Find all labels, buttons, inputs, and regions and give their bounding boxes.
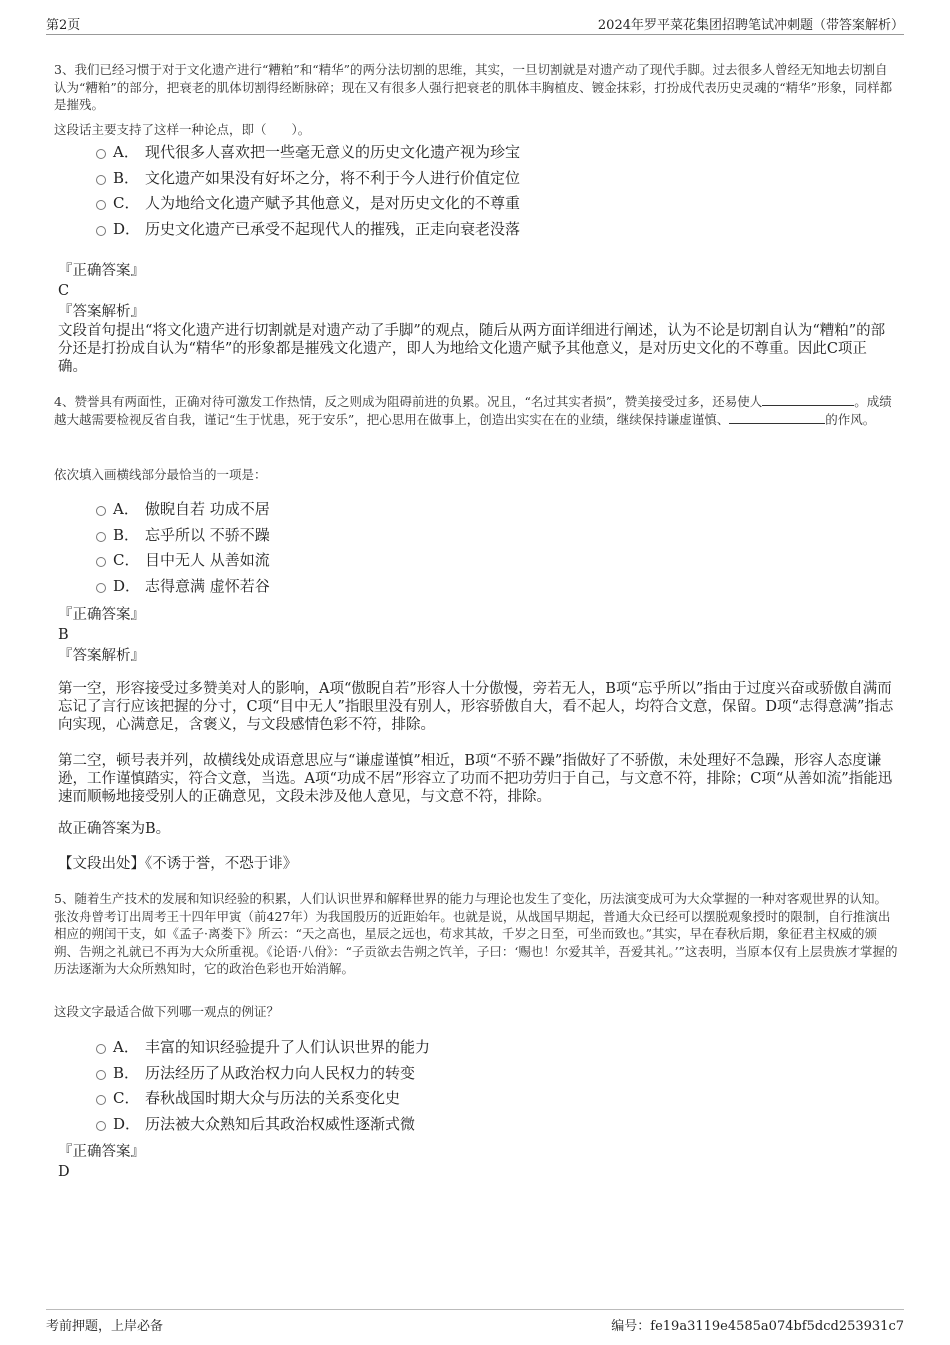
option-a[interactable]: A． 傲睨自若 功成不居 (96, 497, 270, 523)
option-a[interactable]: A． 现代很多人喜欢把一些毫无意义的历史文化遗产视为珍宝 (96, 140, 520, 166)
page-number: 第2页 (46, 18, 81, 33)
answer-label: 『正确答案』 (58, 607, 145, 623)
radio-icon[interactable] (96, 1070, 106, 1080)
answer-value: C (58, 283, 70, 299)
option-c[interactable]: C． 人为地给文化遗产赋予其他意义，是对历史文化的不尊重 (96, 191, 520, 217)
option-b[interactable]: B． 历法经历了从政治权力向人民权力的转变 (96, 1061, 430, 1087)
answer-label: 『正确答案』 (58, 263, 145, 279)
option-a[interactable]: A． 丰富的知识经验提升了人们认识世界的能力 (96, 1035, 430, 1061)
option-b[interactable]: B． 忘乎所以 不骄不躁 (96, 523, 270, 549)
page-header (46, 14, 904, 35)
source-note: 【文段出处】《不诱于誉，不恐于诽》 (58, 856, 298, 872)
answer-value: D (58, 1164, 70, 1180)
question-4-prompt: 依次填入画横线部分最恰当的一项是： (54, 467, 267, 482)
radio-icon[interactable] (96, 200, 106, 210)
option-c[interactable]: C． 目中无人 从善如流 (96, 548, 270, 574)
radio-icon[interactable] (96, 149, 106, 159)
radio-icon[interactable] (96, 1121, 106, 1131)
option-c[interactable]: C． 春秋战国时期大众与历法的关系变化史 (96, 1086, 430, 1112)
option-d[interactable]: D． 历法被大众熟知后其政治权威性逐渐式微 (96, 1112, 430, 1138)
question-4-options (96, 497, 270, 599)
radio-icon[interactable] (96, 175, 106, 185)
radio-icon[interactable] (96, 532, 106, 542)
question-3-prompt: 这段话主要支持了这样一种论点，即（ ）。 (54, 122, 311, 137)
option-d[interactable]: D． 历史文化遗产已承受不起现代人的摧残，正走向衰老没落 (96, 217, 520, 243)
analysis-conclusion: 故正确答案为B。 (58, 821, 171, 837)
footer-slogan: 考前押题，上岸必备 (46, 1319, 164, 1334)
analysis-paragraph-2: 第二空，顿号表并列，故横线处成语意思应与“谦虚谨慎”相近，B项“不骄不躁”指做好了不骄傲，未处理好不急躁，形容人态度谦逊，工作谨慎踏实，符合文意，当选。A项“功成不居”形容立了功而不把功劳归于自己，与文意不符，排除；C项“从善如流”指能迅速而顺畅地接受别人的正确意见，文段未涉及他人意见，与文意不符，排除。 (58, 753, 893, 805)
question-5-text: 5、随着生产技术的发展和知识经验的积累，人们认识世界和解释世界的能力与理论也发生了变化，历法演变成可为大众掌握的一种对客观世界的认知。张汝舟曾考订出周考王十四年甲寅（前427年）为我国殷历的近距始年。也就是说，从战国早期起，普通大众已经可以摆脱观象授时的限制，自行推演出相应的朔闰干支，如《孟子·离娄下》所云：“天之高也，星辰之远也，苟求其故，千岁之日至，可坐而致也。”其实，早在春秋后期，象征君主权威的颁朔、告朔之礼就已不再为大众所重视。《论语·八佾》：“子贡欲去告朔之饩羊，子曰：‘赐也！尔爱其羊，吾爱其礼。’”这表明，当原本仅有上层贵族才掌握的历法逐渐为大众所熟知时，它的政治色彩也开始消解。 (54, 891, 898, 976)
document-title: 2024年罗平菜花集团招聘笔试冲刺题（带答案解析） (597, 18, 904, 33)
question-5-prompt: 这段文字最适合做下列哪一观点的例证？ (54, 1004, 280, 1019)
page-footer (46, 1309, 904, 1336)
document-id: 编号：fe19a3119e4585a074bf5dcd253931c7 (611, 1319, 904, 1334)
analysis-label: 『答案解析』 (58, 648, 145, 664)
radio-icon[interactable] (96, 506, 106, 516)
question-3-options (96, 140, 520, 242)
radio-icon[interactable] (96, 1044, 106, 1054)
analysis-paragraph-1: 第一空，形容接受过多赞美对人的影响，A项“傲睨自若”形容人十分傲慢，旁若无人，B项“忘乎所以”指由于过度兴奋或骄傲自满而忘记了言行应该把握的分寸，C项“目中无人”指眼里没有别人，形容骄傲自大，看不起人，均符合文意，保留。D项“志得意满”指志向实现，心满意足，含褒义，与文段感情色彩不符，排除。 (58, 681, 894, 733)
question-3-text: 3、我们已经习惯于对于文化遗产进行“糟粕”和“精华”的两分法切割的思维，其实，一旦切割就是对遗产动了现代手脚。过去很多人曾经无知地去切割自认为“糟粕”的部分，把衰老的肌体切割得经断脉碎；现在又有很多人强行把衰老的肌体丰胸植皮、镀金抹彩，打扮成代表历史灵魂的“精华”形象，同样都是摧残。 (54, 62, 893, 112)
blank-line (762, 393, 854, 406)
analysis-text: 文段首句提出“将文化遗产进行切割就是对遗产动了手脚”的观点，随后从两方面详细进行阐述，认为不论是切割自认为“糟粕”的部分还是打扮成自认为“精华”的形象都是摧残文化遗产，即人为地给文化遗产赋予其他意义，是对历史文化的不尊重。因此C项正确。 (58, 323, 886, 375)
question-5-options (96, 1035, 430, 1137)
option-d[interactable]: D． 志得意满 虚怀若谷 (96, 574, 270, 600)
answer-label: 『正确答案』 (58, 1144, 145, 1160)
blank-line (729, 411, 825, 424)
answer-value: B (58, 627, 69, 643)
analysis-label: 『答案解析』 (58, 304, 145, 320)
question-4-text: 4、赞誉具有两面性，正确对待可激发工作热情，反之则成为阻碍前进的负累。况且，“名过其实者损”，赞美接受过多，还易使人 。成绩越大越需要检视反省自我，谨记“生于忧患，死于安乐”，把心思用在做事上，创造出实实在在的业绩，继续保持谦虚谨慎、 的作风。 (54, 394, 892, 427)
radio-icon[interactable] (96, 1095, 106, 1105)
radio-icon[interactable] (96, 557, 106, 567)
radio-icon[interactable] (96, 226, 106, 236)
option-b[interactable]: B． 文化遗产如果没有好坏之分，将不利于今人进行价值定位 (96, 166, 520, 192)
radio-icon[interactable] (96, 583, 106, 593)
